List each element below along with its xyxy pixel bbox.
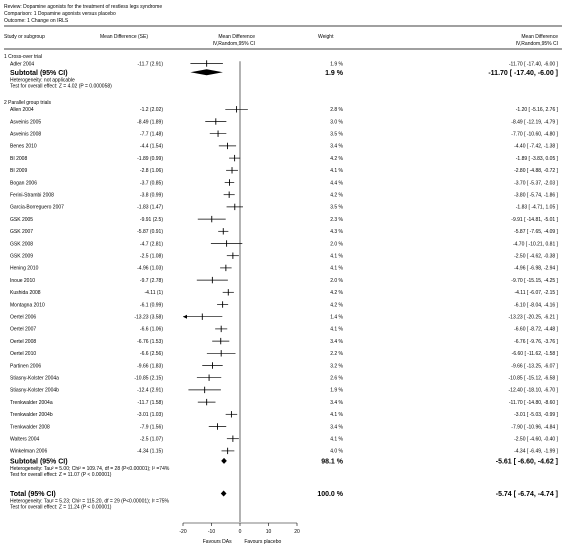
study-md-se: -5.87 (0.91) <box>137 229 163 236</box>
review-line: Review: Dopamine agonists for the treatment of restless legs syndrome <box>4 4 163 10</box>
study-md-se: -6.6 (1.06) <box>139 326 163 333</box>
subtotal-weight: 1.9 % <box>325 69 343 77</box>
study-weight: 3.2 % <box>330 363 343 370</box>
study-md-se: -2.5 (1.07) <box>139 436 163 443</box>
study-md-se: -1.2 (2.02) <box>139 107 163 114</box>
col-header-md-se: Mean Difference (SE) <box>100 34 148 40</box>
study-weight: 1.4 % <box>330 314 343 321</box>
study-weight: 2.3 % <box>330 216 343 223</box>
study-md-se: -13.23 (3.58) <box>134 314 163 321</box>
study-name: Walters 2004 <box>10 436 40 443</box>
study-md-se: -8.49 (1.89) <box>137 119 163 126</box>
study-weight: 2.0 % <box>330 277 343 284</box>
summary-diamond <box>221 491 227 497</box>
study-md-se: -6.6 (2.56) <box>139 351 163 358</box>
study-name: Oertel 2007 <box>10 326 37 333</box>
study-ci: -9.70 [ -15.15, -4.25 ] <box>511 277 558 284</box>
study-weight: 4.1 % <box>330 265 343 272</box>
study-ci: -1.20 [ -5.16, 2.76 ] <box>515 107 558 114</box>
study-weight: 4.1 % <box>330 253 343 260</box>
study-name: GSK 2009 <box>10 253 34 260</box>
study-md-se: -9.7 (2.78) <box>139 277 163 284</box>
subtotal-ci: -5.61 [ -6.60, -4.62 ] <box>495 458 558 466</box>
col-header-md-plot-1: Mean Difference <box>218 34 255 40</box>
study-name: Winkelman 2006 <box>10 448 48 455</box>
x-tick-label: 10 <box>265 529 272 535</box>
study-weight: 3.4 % <box>330 424 343 431</box>
study-md-se: -4.34 (1.15) <box>137 448 163 455</box>
study-name: Garcia-Borreguero 2007 <box>10 204 64 211</box>
study-md-se: -10.85 (2.15) <box>134 375 163 382</box>
study-ci: -7.90 [ -10.96, -4.84 ] <box>511 424 558 431</box>
study-md-se: -3.8 (0.99) <box>139 192 163 199</box>
study-md-se: -2.8 (1.06) <box>139 168 163 175</box>
study-md-se: -3.01 (1.03) <box>137 412 163 419</box>
study-md-se: -4.7 (2.81) <box>139 241 163 248</box>
study-ci: -6.76 [ -9.76, -3.76 ] <box>514 338 558 345</box>
study-weight: 3.4 % <box>330 338 343 345</box>
subtotal-label: Subtotal (95% CI) <box>10 458 68 466</box>
group-title: 1 Cross-over trial <box>4 54 43 60</box>
overall-effect-test: Test for overall effect: Z = 4.02 (P = 0.000058) <box>10 83 112 90</box>
study-md-se: -4.11 (1) <box>144 290 163 297</box>
study-ci: -4.34 [ -6.49, -1.99 ] <box>514 448 558 455</box>
study-ci: -6.60 [ -11.62, -1.58 ] <box>511 351 558 358</box>
study-name: Montagna 2010 <box>10 302 45 309</box>
study-weight: 1.9 % <box>330 387 343 394</box>
study-ci: -4.96 [ -6.98, -2.94 ] <box>514 265 558 272</box>
total-ci: -5.74 [ -6.74, -4.74 ] <box>495 491 558 498</box>
study-name: Oertel 2008 <box>10 338 37 345</box>
study-md-se: -11.7 (2.91) <box>137 61 163 68</box>
study-weight: 3.5 % <box>330 131 343 138</box>
favours-right-label: Favours placebo <box>244 539 282 545</box>
study-name: Oertel 2010 <box>10 351 37 358</box>
favours-left-label: Favours DAs <box>202 539 232 545</box>
study-ci: -2.50 [ -4.62, -0.38 ] <box>514 253 558 260</box>
study-weight: 4.2 % <box>330 302 343 309</box>
study-name: Trenkwalder 2008 <box>10 424 50 431</box>
study-weight: 2.6 % <box>330 375 343 382</box>
total-label: Total (95% CI) <box>10 491 56 498</box>
study-md-se: -4.4 (1.54) <box>139 143 163 150</box>
study-weight: 4.2 % <box>330 290 343 297</box>
ci-arrow <box>183 315 187 319</box>
study-ci: -10.85 [ -15.12, -6.58 ] <box>508 375 558 382</box>
study-name: Asveinis 2008 <box>10 131 42 138</box>
study-ci: -3.01 [ -5.03, -0.99 ] <box>514 412 558 419</box>
study-md-se: -4.96 (1.03) <box>137 265 163 272</box>
x-tick-label: 20 <box>294 529 300 535</box>
x-tick-label: -10 <box>207 529 216 535</box>
study-md-se: -9.66 (1.83) <box>137 363 163 370</box>
study-name: BI 2008 <box>10 155 28 162</box>
study-ci: -4.70 [ -10.21, 0.81 ] <box>512 241 558 248</box>
study-name: Ferini-Strambi 2008 <box>10 192 54 199</box>
study-ci: -7.70 [ -10.60, -4.80 ] <box>511 131 558 138</box>
study-weight: 3.5 % <box>330 204 343 211</box>
study-name: GSK 2007 <box>10 229 34 236</box>
study-name: GSK 2005 <box>10 216 34 223</box>
study-weight: 4.4 % <box>330 180 343 187</box>
study-name: Oertel 2006 <box>10 314 37 321</box>
study-name: Bogan 2006 <box>10 180 37 187</box>
study-weight: 3.4 % <box>330 399 343 406</box>
study-md-se: -6.1 (0.99) <box>139 302 163 309</box>
study-ci: -3.70 [ -5.37, -2.03 ] <box>514 180 558 187</box>
study-ci: -11.70 [ -17.40, -6.00 ] <box>508 61 558 68</box>
study-weight: 2.2 % <box>330 351 343 358</box>
study-weight: 4.3 % <box>330 229 343 236</box>
study-weight: 4.0 % <box>330 448 343 455</box>
study-ci: -11.70 [ -14.80, -8.60 ] <box>508 399 558 406</box>
study-ci: -4.11 [ -6.07, -2.15 ] <box>514 290 558 297</box>
heterogeneity: Heterogeneity: Tau² = 5.00; Chi² = 109.74, df = 28 (P<0.00001); I² =74% <box>10 465 170 472</box>
study-name: Trenkwalder 2004b <box>10 412 53 419</box>
study-ci: -5.87 [ -7.65, -4.09 ] <box>514 229 558 236</box>
study-weight: 3.0 % <box>330 119 343 126</box>
study-ci: -8.49 [ -12.19, -4.79 ] <box>511 119 558 126</box>
study-md-se: -2.5 (1.08) <box>139 253 163 260</box>
total-heterogeneity: Heterogeneity: Tau² = 5.23; Chi² = 115.20, df = 29 (P<0.00001); I² =75% <box>10 498 169 505</box>
study-name: Stiasny-Kolster 2004b <box>10 387 59 394</box>
study-weight: 2.8 % <box>330 107 343 114</box>
summary-diamond <box>221 458 227 464</box>
study-ci: -6.10 [ -8.04, -4.16 ] <box>514 302 558 309</box>
study-name: Benes 2010 <box>10 143 37 150</box>
study-name: BI 2009 <box>10 168 28 175</box>
study-weight: 2.0 % <box>330 241 343 248</box>
study-weight: 4.2 % <box>330 155 343 162</box>
col-header-md-ci-1: Mean Difference <box>521 34 558 40</box>
study-ci: -1.89 [ -3.83, 0.05 ] <box>515 155 558 162</box>
study-ci: -9.91 [ -14.81, -5.01 ] <box>511 216 558 223</box>
study-name: Asveinis 2005 <box>10 119 42 126</box>
col-header-md-ci-2: IV,Random,95% CI <box>515 41 558 47</box>
study-ci: -1.83 [ -4.71, 1.05 ] <box>515 204 558 211</box>
study-weight: 4.1 % <box>330 412 343 419</box>
study-ci: -2.50 [ -4.60, -0.40 ] <box>514 436 558 443</box>
x-tick-label: 0 <box>238 529 242 535</box>
col-header-weight: Weight <box>318 34 334 40</box>
study-name: Hening 2010 <box>10 265 39 272</box>
study-name: Partinen 2006 <box>10 363 42 370</box>
overall-effect-test: Test for overall effect: Z = 11.07 (P < 0.00001) <box>10 471 112 478</box>
study-ci: -2.80 [ -4.88, -0.72 ] <box>514 168 558 175</box>
heterogeneity: Heterogeneity: not applicable <box>10 77 75 84</box>
study-weight: 1.9 % <box>330 61 343 68</box>
study-ci: -13.23 [ -20.25, -6.21 ] <box>508 314 558 321</box>
study-md-se: -7.9 (1.56) <box>139 424 163 431</box>
study-md-se: -7.7 (1.48) <box>139 131 163 138</box>
study-ci: -6.60 [ -8.72, -4.48 ] <box>514 326 558 333</box>
summary-diamond <box>190 69 222 75</box>
study-md-se: -12.4 (2.91) <box>137 387 163 394</box>
study-weight: 3.4 % <box>330 143 343 150</box>
x-tick-label: -20 <box>179 529 187 535</box>
comparison-line: Comparison: 1 Dopamine agonists versus placebo <box>4 11 116 17</box>
study-name: Allen 2004 <box>10 107 34 114</box>
study-weight: 4.1 % <box>330 436 343 443</box>
study-ci: -12.40 [ -18.10, -6.70 ] <box>508 387 558 394</box>
study-md-se: -1.83 (1.47) <box>137 204 163 211</box>
group-title: 2 Parallel group trials <box>4 99 51 106</box>
study-name: GSK 2008 <box>10 241 34 248</box>
study-weight: 4.2 % <box>330 192 343 199</box>
col-header-md-plot-2: IV,Random,95% CI <box>212 41 255 47</box>
col-header-study: Study or subgroup <box>4 34 45 40</box>
total-weight: 100.0 % <box>317 491 343 498</box>
study-weight: 4.1 % <box>330 168 343 175</box>
study-weight: 4.1 % <box>330 326 343 333</box>
subtotal-ci: -11.70 [ -17.40, -6.00 ] <box>488 69 558 77</box>
total-overall-effect-test: Test for overall effect: Z = 11.24 (P < 0.00001) <box>10 504 112 511</box>
study-name: Adler 2004 <box>10 61 35 68</box>
study-md-se: -3.7 (0.85) <box>139 180 163 187</box>
subtotal-label: Subtotal (95% CI) <box>10 69 68 77</box>
study-md-se: -9.91 (2.5) <box>139 216 163 223</box>
study-name: Kushida 2008 <box>10 290 41 297</box>
study-md-se: -11.7 (1.58) <box>137 399 163 406</box>
subtotal-weight: 98.1 % <box>321 458 343 466</box>
study-name: Inoue 2010 <box>10 277 36 284</box>
study-md-se: -6.76 (1.53) <box>137 338 163 345</box>
study-ci: -9.66 [ -13.25, -6.07 ] <box>511 363 558 370</box>
study-ci: -3.80 [ -5.74, -1.86 ] <box>514 192 558 199</box>
study-name: Stiasny-Kolster 2004a <box>10 375 59 382</box>
study-name: Trenkwalder 2004a <box>10 399 53 406</box>
study-ci: -4.40 [ -7.42, -1.38 ] <box>514 143 558 150</box>
study-md-se: -1.89 (0.99) <box>137 155 163 162</box>
outcome-line: Outcome: 1 Change on IRLS <box>4 18 69 24</box>
